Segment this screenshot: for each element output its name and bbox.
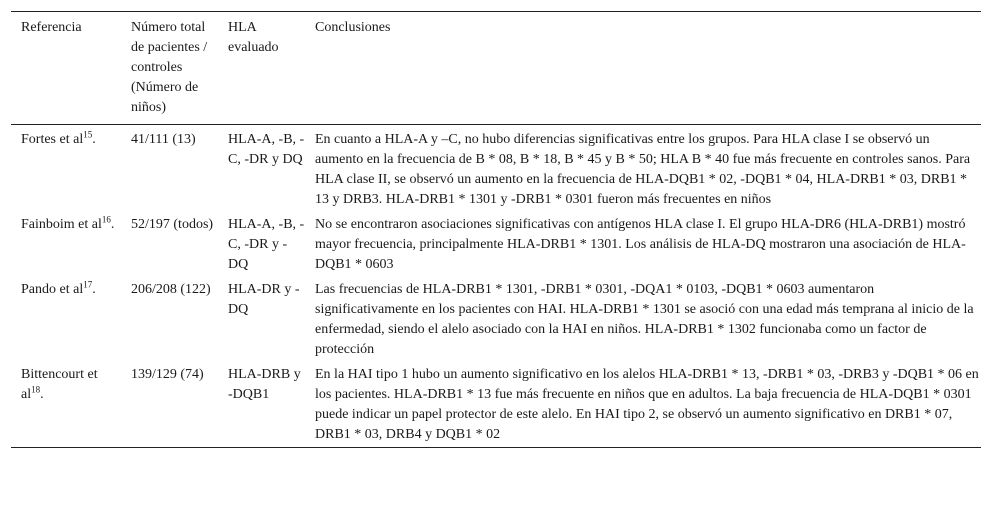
cell-numero-pacientes: 52/197 (todos) — [131, 217, 214, 232]
reference-citation: 15 — [83, 129, 93, 140]
header-conclusiones: Conclusiones — [315, 20, 391, 35]
reference-citation: 16 — [101, 214, 111, 225]
reference-citation: 17 — [83, 279, 93, 290]
cell-referencia — [11, 360, 121, 448]
reference-period: . — [92, 282, 96, 297]
cell-conclusiones: En la HAI tipo 1 hubo un aumento significativo en los alelos HLA-DRB1 * 13, -DRB1 * 03, -DRB3 y -DQB1 * 06 en los pacientes. HLA-DRB1 * 13 fue más frecuente en niños que en adultos. La baja frecuencia de HLA-DQB1 * 0301 puede indicar un papel protector de este alelo. En HAI tipo 2, se observó un aumento significativo en DRB1 * 07, DRB1 * 03, DRB4 y DQB1 * 02 — [315, 367, 979, 442]
header-hla-evaluado: HLA evaluado — [228, 20, 279, 55]
cell-numero-pacientes: 41/111 (13) — [131, 132, 196, 147]
table-row — [11, 275, 981, 360]
reference-text: Pando et al — [21, 282, 84, 297]
cell-referencia — [11, 275, 121, 360]
cell-referencia — [11, 125, 121, 211]
table-row — [11, 210, 981, 275]
reference-text: Fainboim et al — [21, 217, 102, 232]
cell-conclusiones: Las frecuencias de HLA-DRB1 * 1301, -DRB1 * 0301, -DQA1 * 0103, -DQB1 * 0603 aumentaron significativamente en los pacientes con HAI. HLA-DRB1 * 1301 se asoció con una edad más temprana al inicio de la enfermedad, siendo el alelo asociado con la HAI en niños. HLA-DRB1 * 1302 funcionaba como un factor de protección — [315, 282, 974, 357]
reference-period: . — [110, 217, 115, 232]
cell-conclusiones: No se encontraron asociaciones significativas con antígenos HLA clase I. El grupo HLA-DR6 (HLA-DRB1) mostró mayor frecuencia, principalmente HLA-DRB1 * 1301. Los análisis de HLA-DQ mostraron una asociación de HLA-DQB1 * 0603 — [315, 217, 966, 272]
cell-referencia — [11, 210, 121, 275]
cell-conclusiones: En cuanto a HLA-A y –C, no hubo diferencias significativas entre los grupos. Para HLA clase I se observó un aumento en la frecuencia de B * 08, B * 18, B * 45 y B * 50; HLA B * 40 fue más frecuente en controles sanos. Para HLA clase II, se observó un aumento en la frecuencia de HLA-DQB1 * 02, -DQB1 * 04, HLA-DRB1 * 03, DRB1 * 13 y DRB3. HLA-DRB1 * 1301 y -DRB1 * 0301 fueron más frecuentes en niños — [315, 132, 971, 207]
cell-hla-evaluado: HLA-A, -B, -C, -DR y DQ — [228, 132, 305, 167]
header-referencia: Referencia — [21, 20, 82, 35]
header-numero-pacientes: Número total de pacientes / controles (Número de niños) — [131, 20, 208, 115]
reference-period: . — [92, 132, 96, 147]
cell-numero-pacientes: 206/208 (122) — [131, 282, 211, 297]
cell-hla-evaluado: HLA-DRB y -DQB1 — [228, 367, 301, 402]
reference-period: . — [40, 387, 44, 402]
reference-text: Fortes et al — [21, 132, 84, 147]
table-row — [11, 360, 981, 448]
reference-citation: 18 — [31, 384, 41, 395]
cell-hla-evaluado: HLA-DR y -DQ — [228, 282, 300, 317]
table-row — [11, 125, 981, 211]
hla-studies-table — [11, 11, 981, 448]
reference-text: Bittencourt et al — [21, 367, 98, 402]
cell-numero-pacientes: 139/129 (74) — [131, 367, 204, 382]
table-header-row — [11, 12, 981, 125]
cell-hla-evaluado: HLA-A, -B, -C, -DR y -DQ — [228, 217, 305, 272]
